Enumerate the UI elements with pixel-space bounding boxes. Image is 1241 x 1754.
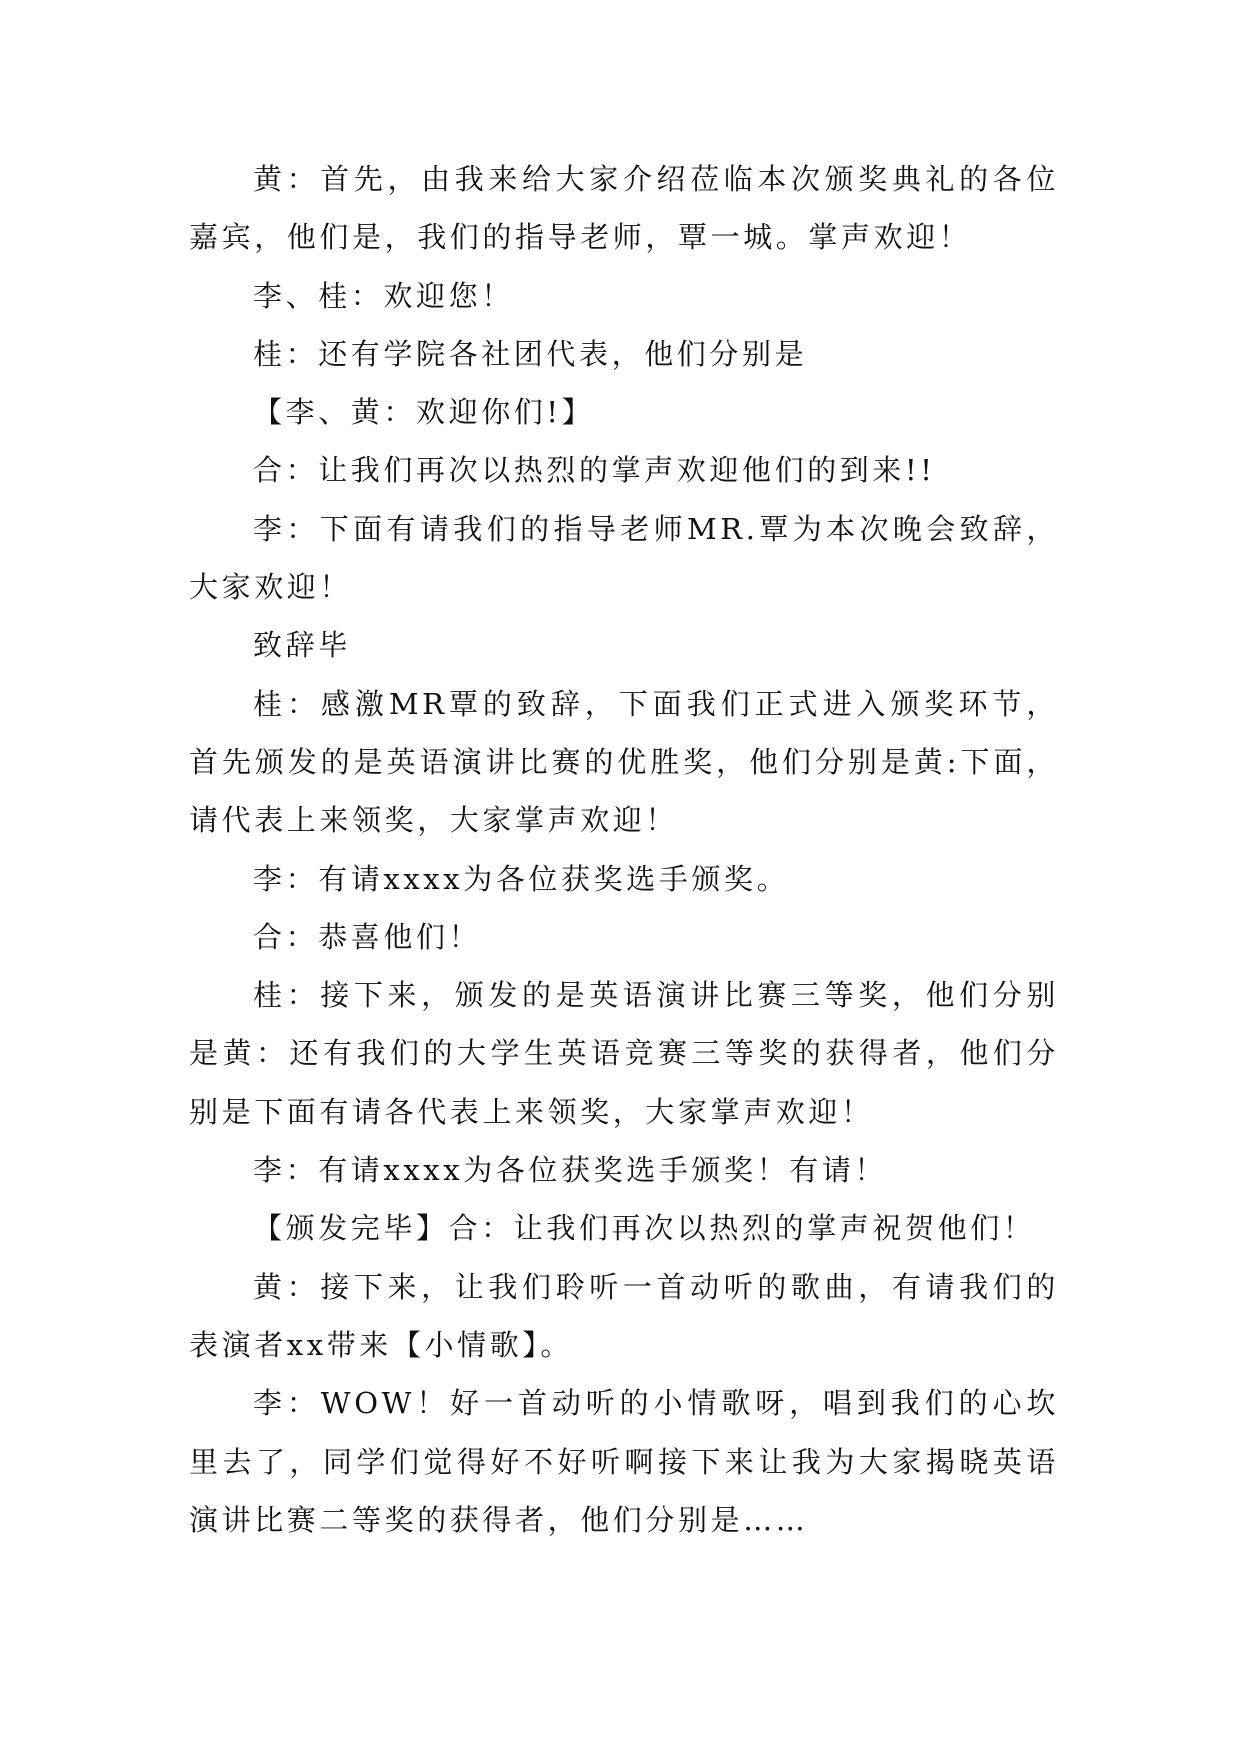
paragraph-5: 合：让我们再次以热烈的掌声欢迎他们的到来!! <box>253 453 936 488</box>
paragraph-14: 黄：接下来，让我们聆听一首动听的歌曲，有请我们的表演者xx带来【小情歌】。 <box>189 1269 1059 1362</box>
paragraph-10: 合：恭喜他们！ <box>253 919 482 954</box>
paragraph-6: 李：下面有请我们的指导老师MR.覃为本次晚会致辞，大家欢迎！ <box>189 511 1059 605</box>
paragraph-1: 黄：首先，由我来给大家介绍莅临本次颁奖典礼的各位嘉宾，他们是，我们的指导老师，覃一城。掌声欢迎！ <box>189 162 1059 255</box>
paragraph-8: 桂：感激MR覃的致辞，下面我们正式进入颁奖环节，首先颁发的是英语演讲比赛的优胜奖，他们分别是黄:下面，请代表上来领奖，大家掌声欢迎！ <box>189 686 1059 838</box>
paragraph-7: 致辞毕 <box>253 628 351 663</box>
paragraph-13: 【颁发完毕】合：让我们再次以热烈的掌声祝贺他们！ <box>253 1211 1036 1246</box>
paragraph-3: 桂：还有学院各社团代表，他们分别是 <box>253 336 808 371</box>
paragraph-9: 李：有请xxxx为各位获奖选手颁奖。 <box>253 861 790 896</box>
document-body <box>189 150 1059 1549</box>
paragraph-12: 李：有请xxxx为各位获奖选手颁奖！有请！ <box>253 1153 888 1188</box>
paragraph-11: 桂：接下来，颁发的是英语演讲比赛三等奖，他们分别是黄：还有我们的大学生英语竞赛三等奖的获得者，他们分别是下面有请各代表上来领奖，大家掌声欢迎！ <box>189 978 1059 1129</box>
paragraph-2: 李、桂：欢迎您！ <box>253 278 514 313</box>
paragraph-4: 【李、黄：欢迎你们!】 <box>253 395 595 430</box>
paragraph-15: 李：WOW！好一首动听的小情歌呀，唱到我们的心坎里去了，同学们觉得好不好听啊接下来让我为大家揭晓英语演讲比赛二等奖的获得者，他们分别是…… <box>189 1386 1059 1537</box>
